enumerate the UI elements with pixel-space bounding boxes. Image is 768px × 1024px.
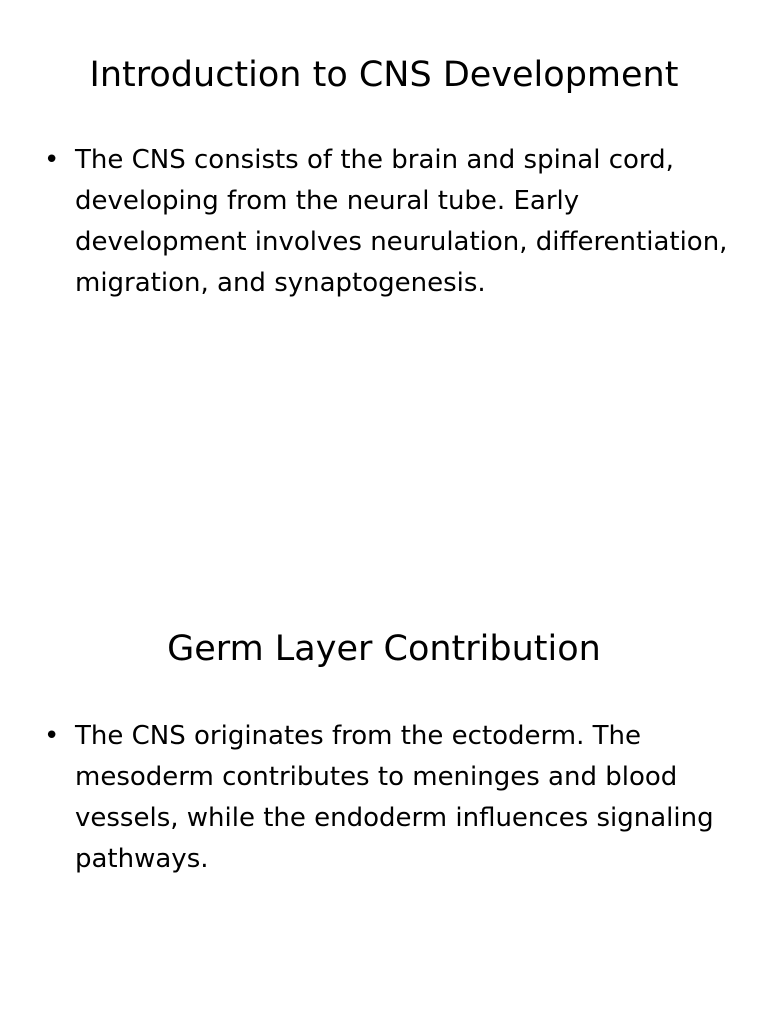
- bullet-list: [44, 716, 734, 880]
- bullet-item: [44, 140, 734, 304]
- bullet-text: The CNS originates from the ectoderm. The mesoderm contributes to meninges and blood vessels, while the endoderm influences signaling pathways.: [75, 721, 714, 874]
- bullet-icon: •: [44, 145, 60, 175]
- slide-germ-layers: [0, 576, 768, 1024]
- bullet-text: The CNS consists of the brain and spinal cord, developing from the neural tube. Early development involves neurulation, differentiation, migration, and synaptogenesis.: [75, 145, 728, 298]
- bullet-list: [44, 140, 734, 304]
- bullet-icon: •: [44, 721, 60, 751]
- bullet-item: [44, 716, 734, 880]
- slide-title: Germ Layer Contribution: [167, 629, 601, 669]
- slide-title: Introduction to CNS Development: [89, 55, 679, 95]
